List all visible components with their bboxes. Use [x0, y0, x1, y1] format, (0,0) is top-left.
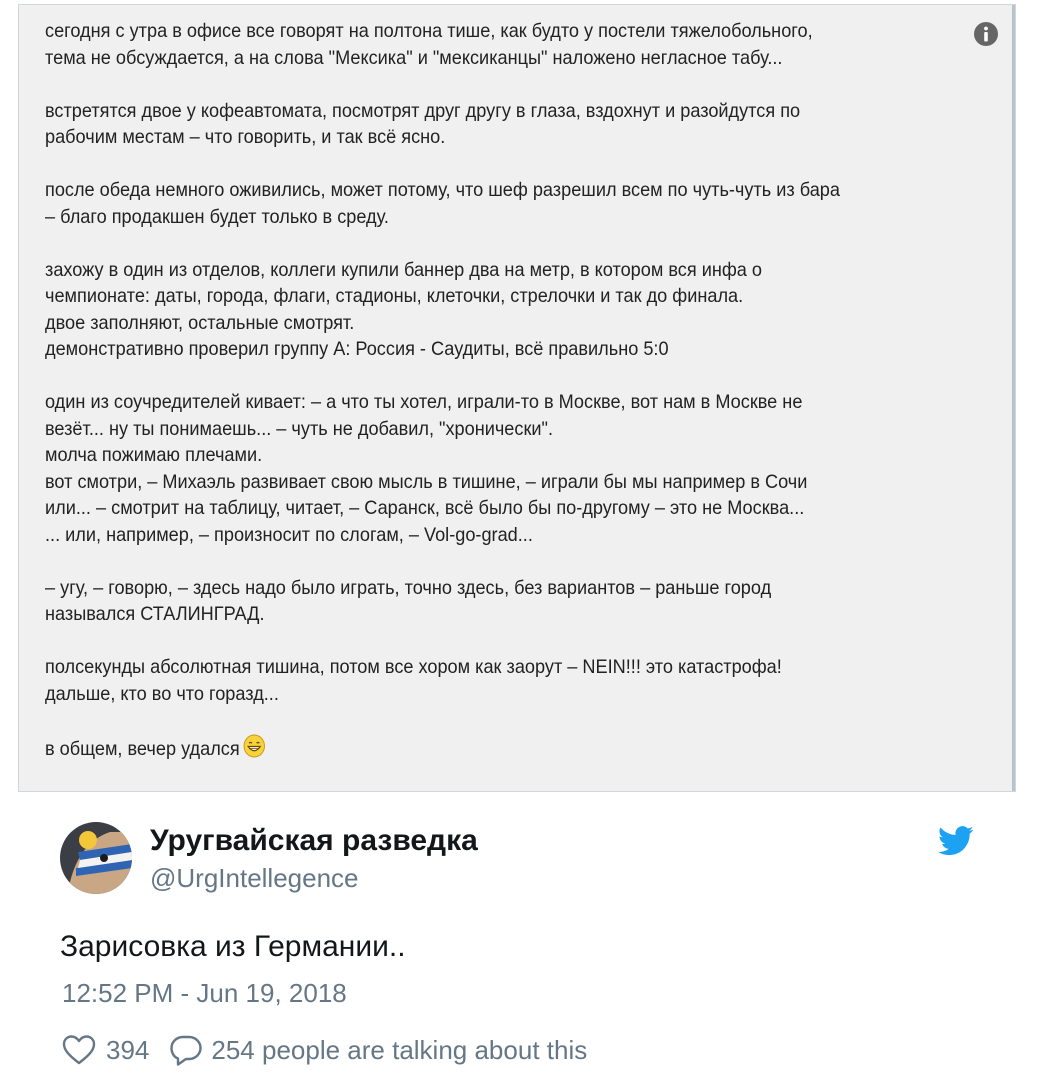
note-paragraph-6 [45, 575, 910, 628]
note-paragraph-8 [45, 734, 910, 763]
note-line: после обеда немного оживились, может потому, что шеф разрешил всем по чуть-чуть из бара [45, 179, 840, 201]
note-line: везёт... ну ты понимаешь... – чуть не добавил, "хронически". [45, 417, 553, 440]
tweet-card [0, 792, 1037, 1079]
note-line: ... или, например, – произносит по слогам, – Vol-go-grad... [45, 523, 533, 546]
note-line: чемпионате: даты, города, флаги, стадионы, клеточки, стрелочки и так до финала. [45, 285, 744, 307]
note-line: рабочим местам – что говорить, и так всё ясно. [45, 126, 446, 148]
note-line: захожу в один из отделов, коллеги купили баннер два на метр, в котором вся инфа о [45, 258, 763, 281]
note-line: – угу, – говорю, – здесь надо было играть, точно здесь, без вариантов – раньше город [45, 576, 772, 599]
grinning-face-emoji-icon [243, 734, 265, 758]
author-name[interactable]: Уругвайская разведка [150, 824, 478, 857]
note-line: или... – смотрит на таблицу, читает, – Саранск, всё было бы по-другому – это не Москва... [45, 497, 805, 519]
note-line: – благо продакшен будет только в среду. [45, 205, 389, 228]
attached-note-image [18, 4, 1016, 792]
tweet-timestamp[interactable]: 12:52 PM - Jun 19, 2018 [62, 978, 347, 1008]
note-paragraph-1 [45, 18, 910, 71]
note-paragraph-5 [45, 389, 910, 548]
heart-icon[interactable] [62, 1034, 96, 1066]
note-line: демонстративно проверил группу А: Россия - Саудиты, всё правильно 5:0 [45, 338, 669, 360]
note-line: дальше, кто во что горазд... [45, 682, 279, 705]
note-line: сегодня с утра в офисе все говорят на полтона тише, как будто у постели тяжелобольного, [45, 20, 813, 42]
avatar[interactable] [60, 822, 132, 894]
tweet-actions [62, 1032, 587, 1068]
note-paragraph-3 [45, 177, 910, 230]
replies-link[interactable]: 254 people are talking about this [211, 1034, 588, 1065]
author-handle[interactable]: @UrgIntellegence [150, 863, 359, 893]
twitter-bird-icon[interactable] [938, 826, 974, 856]
note-paragraph-7 [45, 654, 910, 707]
note-line: встретятся двое у кофеавтомата, посмотрят друг другу в глаза, вздохнут и разойдутся по [45, 99, 801, 122]
note-line: вот смотри, – Михаэль развивает свою мысль в тишине, – играли бы мы например в Сочи [45, 470, 808, 493]
note-line: назывался СТАЛИНГРАД. [45, 603, 265, 625]
note-line: в общем, вечер удался [45, 737, 240, 760]
note-paragraph-2 [45, 98, 910, 151]
speech-bubble-icon[interactable] [169, 1034, 203, 1066]
note-line: полсекунды абсолютная тишина, потом все хором как заорут – NEIN!!! это катастрофа! [45, 656, 782, 678]
tweet-text: Зарисовка из Германии.. [60, 930, 406, 963]
note-line: молча пожимаю плечами. [45, 444, 263, 466]
note-paragraph-4 [45, 257, 910, 363]
note-line: тема не обсуждается, а на слова "Мексика" и "мексиканцы" наложено негласное табу... [45, 46, 783, 69]
info-icon[interactable] [973, 21, 999, 47]
note-line: двое заполняют, остальные смотрят. [45, 311, 355, 334]
note-text [45, 18, 910, 762]
like-count[interactable]: 394 [106, 1034, 150, 1065]
note-line: один из соучредителей кивает: – а что ты хотел, играли-то в Москве, вот нам в Москве не [45, 391, 803, 413]
